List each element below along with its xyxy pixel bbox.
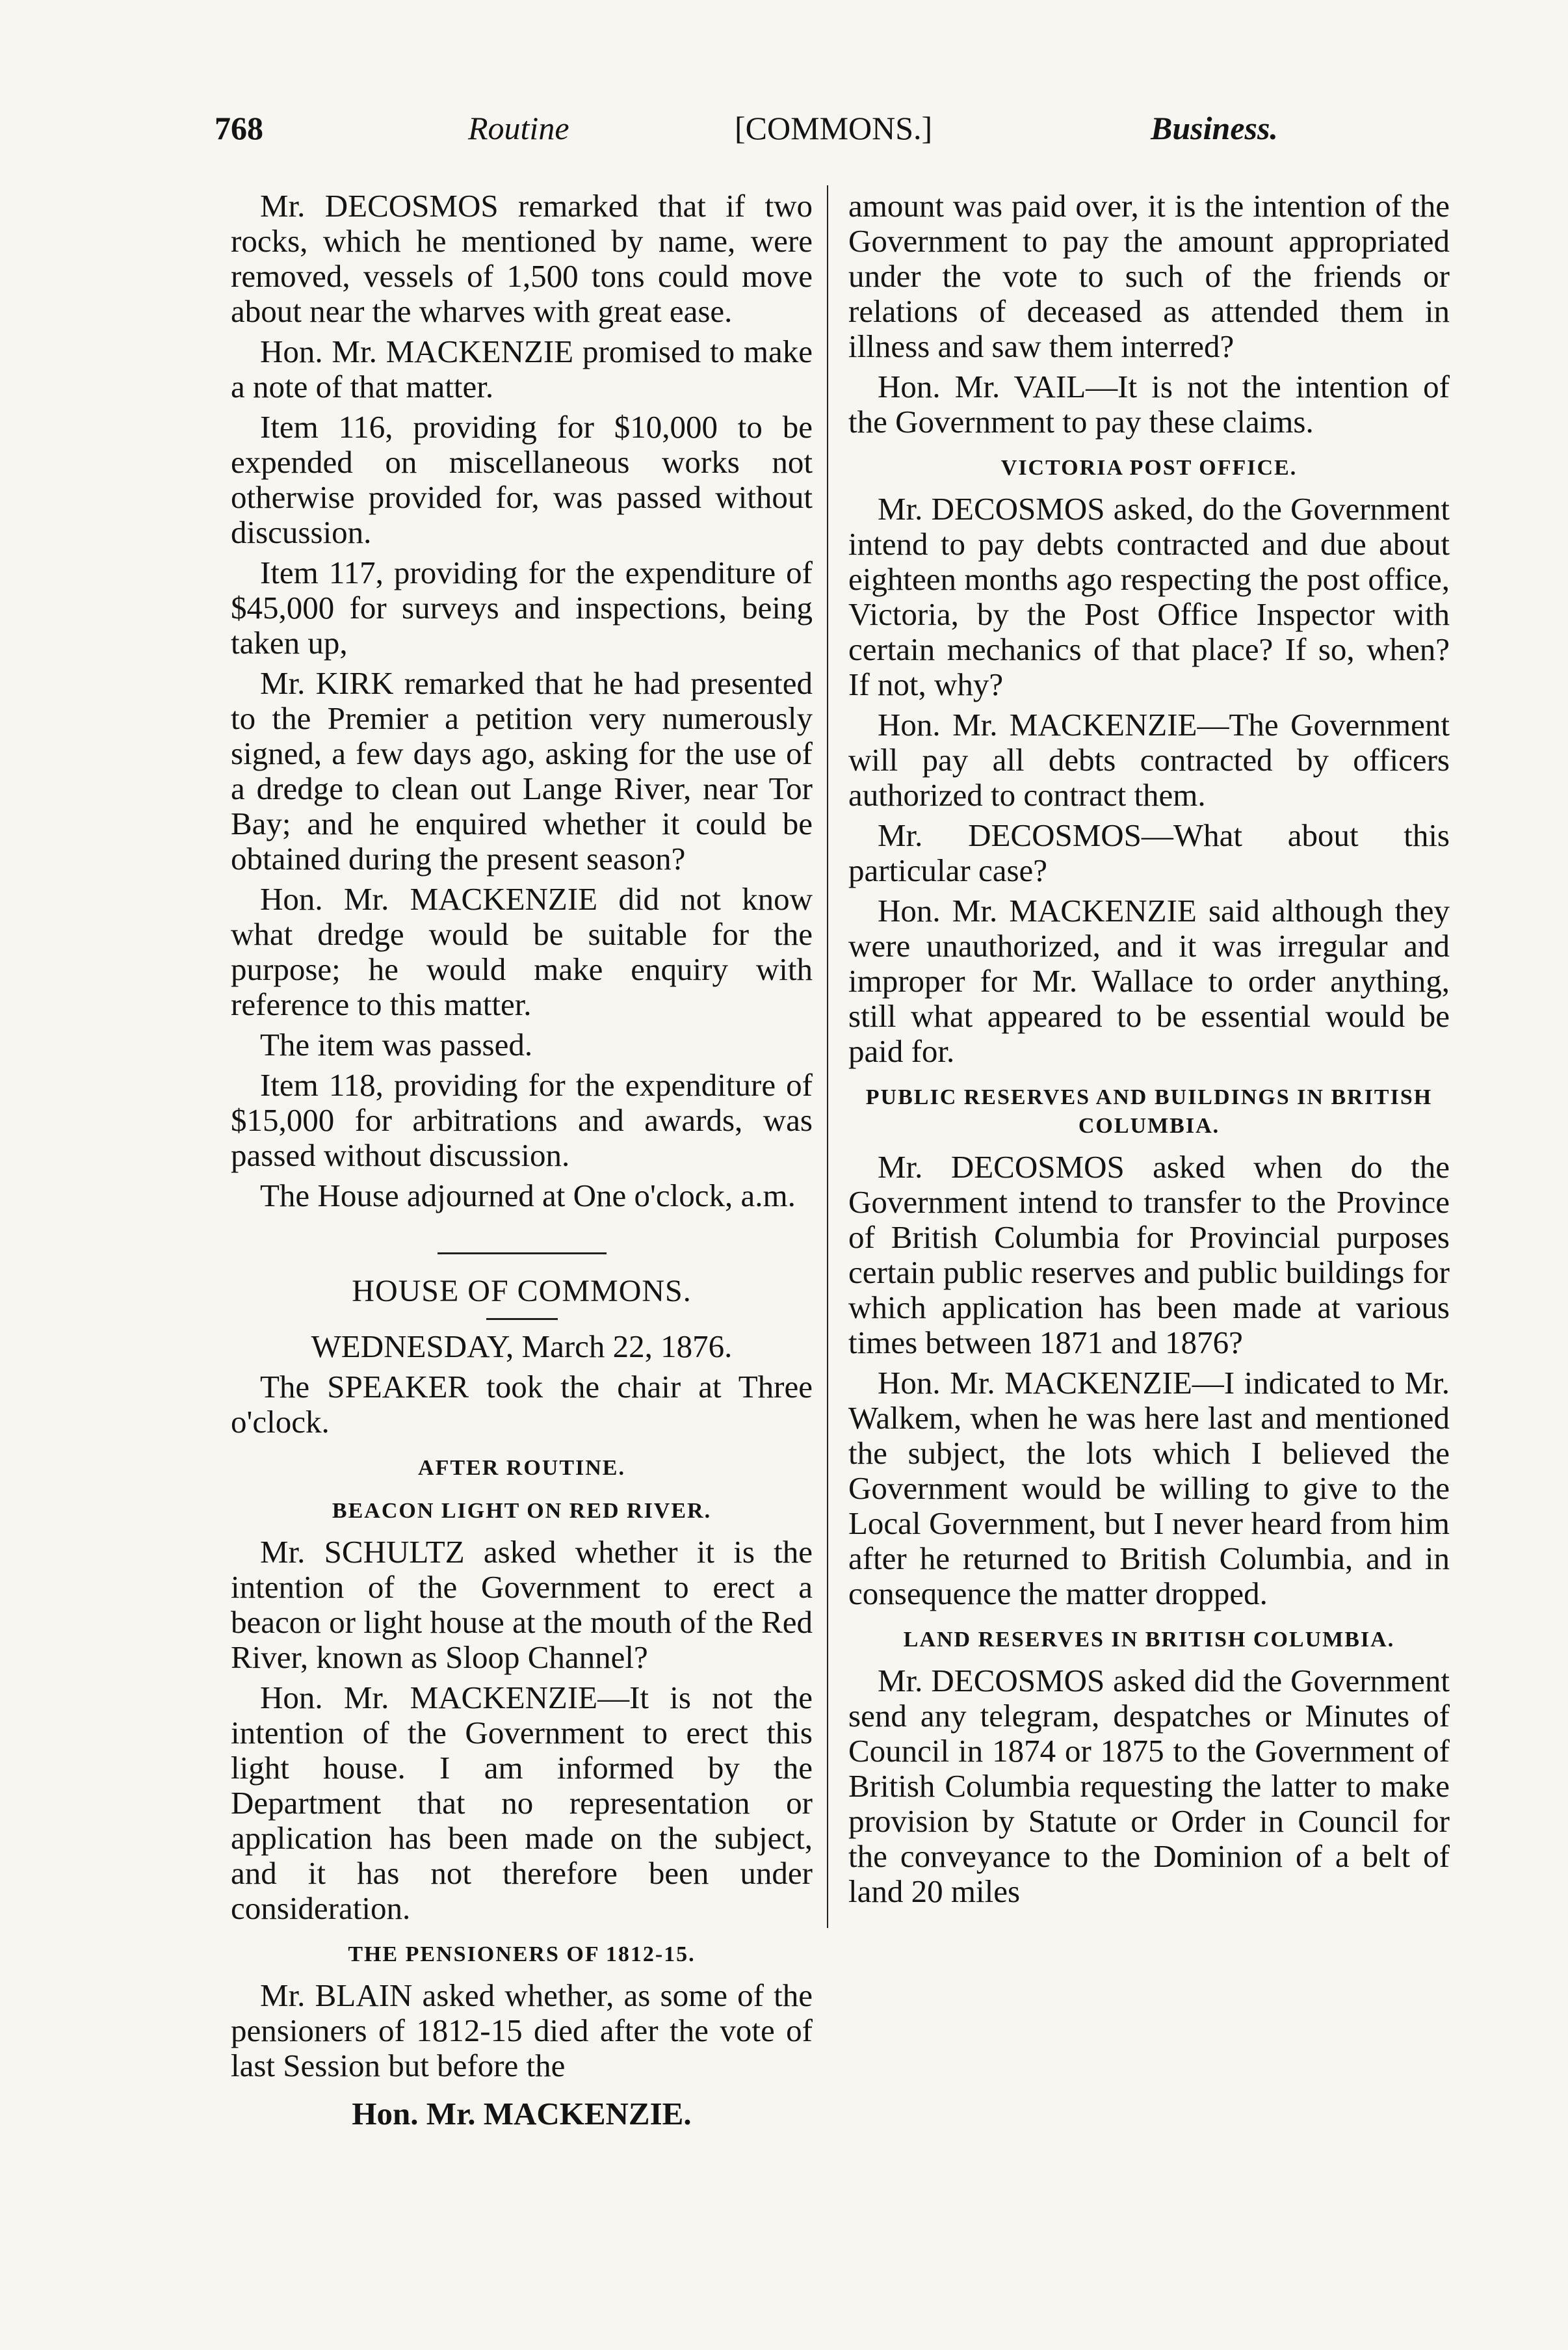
paragraph: Mr. DECOSMOS—What about this particular case? (848, 817, 1450, 888)
paragraph: Hon. Mr. MACKENZIE—I indicated to Mr. Walkem, when he was here last and mentioned the subject, the lots which I believed the Government would be willing to give to the Local Government, but I never heard from him after he returned to British Columbia, and in consequence the matter dropped. (848, 1365, 1450, 1611)
running-header (0, 109, 1568, 161)
paragraph: Mr. KIRK remarked that he had presented to the Premier a petition very numerously signed, a few days ago, asking for the use of a dredge to clean out Lange River, near Tor Bay; and he enquired whether it could be obtained during the present season? (231, 665, 813, 877)
left-column (231, 189, 813, 2137)
paragraph: amount was paid over, it is the intention of the Government to pay the amount appropriated under the vote to such of the friends or relations of deceased as attended them in illness and saw them interred? (848, 188, 1450, 364)
paragraph: Hon. Mr. MACKENZIE did not know what dredge would be suitable for the purpose; he would make enquiry with reference to this matter. (231, 881, 813, 1022)
section-heading: LAND RESERVES IN BRITISH COLUMBIA. (903, 1628, 1395, 1652)
column-divider (827, 185, 828, 1928)
paragraph: Mr. DECOSMOS remarked that if two rocks, which he mentioned by name, were removed, vessels of 1,500 tons could move about near the wharves with great ease. (231, 188, 813, 329)
house-title: HOUSE OF COMMONS. (352, 1274, 692, 1308)
paragraph: Item 117, providing for the expenditure of $45,000 for surveys and inspections, being taken up, (231, 555, 813, 661)
paragraph: The item was passed. (260, 1027, 533, 1063)
paragraph: Mr. DECOSMOS asked, do the Government intend to pay debts contracted and due about eighteen months ago respecting the post office, Victoria, by the Post Office Inspector with certain mechanics of that place? If so, when? If not, why? (848, 491, 1450, 702)
section-heading: THE PENSIONERS OF 1812-15. (348, 1942, 696, 1966)
header-right-title: Business. (1151, 110, 1278, 146)
section-heading: AFTER ROUTINE. (418, 1456, 625, 1480)
paragraph: Item 116, providing for $10,000 to be expended on miscellaneous works not otherwise provided for, was passed without discussion. (231, 409, 813, 550)
section-heading: BEACON LIGHT ON RED RIVER. (332, 1499, 712, 1523)
paragraph: The SPEAKER took the chair at Three o'clock. (231, 1369, 813, 1440)
paragraph: Mr. DECOSMOS asked when do the Government intend to transfer to the Province of British Columbia for Provincial purposes certain public reserves and public buildings for which application has been made at various times between 1871 and 1876? (848, 1149, 1450, 1360)
paragraph: Item 118, providing for the expenditure of $15,000 for arbitrations and awards, was passed without discussion. (231, 1067, 813, 1173)
header-center-title: [COMMONS.] (735, 110, 933, 146)
header-left-title: Routine (468, 110, 569, 146)
paragraph: Mr. SCHULTZ asked whether it is the intention of the Government to erect a beacon or light house at the mouth of the Red River, known as Sloop Channel? (231, 1534, 813, 1675)
paragraph: Hon. Mr. MACKENZIE promised to make a note of that matter. (231, 334, 813, 404)
right-column (848, 189, 1450, 1914)
title-divider (486, 1318, 558, 1320)
paragraph: Hon. Mr. MACKENZIE—It is not the intention of the Government to erect this light house. I am informed by the Department that no representation or application has been made on the subject, and it has not therefore been under consideration. (231, 1680, 813, 1926)
paragraph: Hon. Mr. VAIL—It is not the intention of the Government to pay these claims. (848, 369, 1450, 440)
paragraph: Mr. BLAIN asked whether, as some of the pensioners of 1812-15 died after the vote of last Session but before the (231, 1977, 813, 2083)
section-divider (438, 1252, 607, 1254)
catchword: Hon. Mr. MACKENZIE. (352, 2096, 692, 2132)
paragraph: The House adjourned at One o'clock, a.m. (260, 1178, 796, 1213)
section-heading: PUBLIC RESERVES AND BUILDINGS IN BRITISH COLUMBIA. (865, 1085, 1433, 1138)
section-heading: VICTORIA POST OFFICE. (1000, 456, 1298, 480)
paragraph: Mr. DECOSMOS asked did the Government send any telegram, despatches or Minutes of Council in 1874 or 1875 to the Government of British Columbia requesting the latter to make provision by Statute or Order in Council for the conveyance to the Dominion of a belt of land 20 miles (848, 1663, 1450, 1909)
paragraph: Hon. Mr. MACKENZIE—The Government will pay all debts contracted by officers authorized to contract them. (848, 707, 1450, 813)
page-number: 768 (215, 110, 263, 146)
sitting-date: WEDNESDAY, March 22, 1876. (311, 1328, 733, 1364)
paragraph: Hon. Mr. MACKENZIE said although they were unauthorized, and it was irregular and improper for Mr. Wallace to order anything, still what appeared to be essential would be paid for. (848, 893, 1450, 1069)
